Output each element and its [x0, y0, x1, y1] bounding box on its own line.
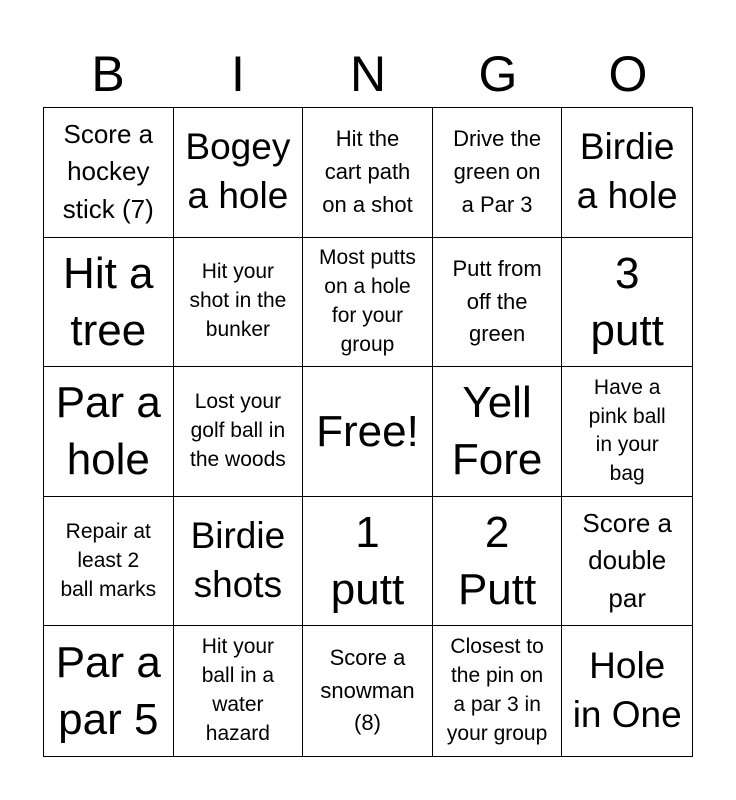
- bingo-cell[interactable]: Hit a tree: [44, 238, 174, 368]
- bingo-cell[interactable]: Yell Fore: [433, 367, 563, 497]
- bingo-cell[interactable]: Hit the cart path on a shot: [303, 108, 433, 238]
- bingo-cell[interactable]: Have a pink ball in your bag: [562, 367, 692, 497]
- bingo-cell[interactable]: Closest to the pin on a par 3 in your group: [433, 626, 563, 756]
- bingo-header: [43, 40, 693, 108]
- header-letter-b: B: [91, 46, 125, 102]
- bingo-cell[interactable]: Score a snowman (8): [303, 626, 433, 756]
- bingo-cell[interactable]: Birdie shots: [174, 497, 304, 627]
- bingo-cell[interactable]: Drive the green on a Par 3: [433, 108, 563, 238]
- bingo-cell[interactable]: Birdie a hole: [562, 108, 692, 238]
- bingo-cell[interactable]: 1 putt: [303, 497, 433, 627]
- bingo-cell[interactable]: 2 Putt: [433, 497, 563, 627]
- bingo-cell[interactable]: Hit your ball in a water hazard: [174, 626, 304, 756]
- bingo-cell[interactable]: Hit your shot in the bunker: [174, 238, 304, 368]
- bingo-cell[interactable]: Par a par 5: [44, 626, 174, 756]
- bingo-cell[interactable]: Repair at least 2 ball marks: [44, 497, 174, 627]
- bingo-board: [43, 107, 693, 757]
- header-letter-g: G: [478, 46, 518, 102]
- bingo-cell[interactable]: Score a double par: [562, 497, 692, 627]
- free-space[interactable]: Free!: [303, 367, 433, 497]
- bingo-cell[interactable]: Putt from off the green: [433, 238, 563, 368]
- header-letter-o: O: [608, 46, 648, 102]
- bingo-cell[interactable]: Score a hockey stick (7): [44, 108, 174, 238]
- header-letter-i: I: [231, 46, 245, 102]
- bingo-cell[interactable]: Lost your golf ball in the woods: [174, 367, 304, 497]
- bingo-cell[interactable]: 3 putt: [562, 238, 692, 368]
- bingo-cell[interactable]: Most putts on a hole for your group: [303, 238, 433, 368]
- bingo-cell[interactable]: Par a hole: [44, 367, 174, 497]
- header-letter-n: N: [349, 46, 387, 102]
- bingo-cell[interactable]: Bogey a hole: [174, 108, 304, 238]
- bingo-cell[interactable]: Hole in One: [572, 645, 682, 736]
